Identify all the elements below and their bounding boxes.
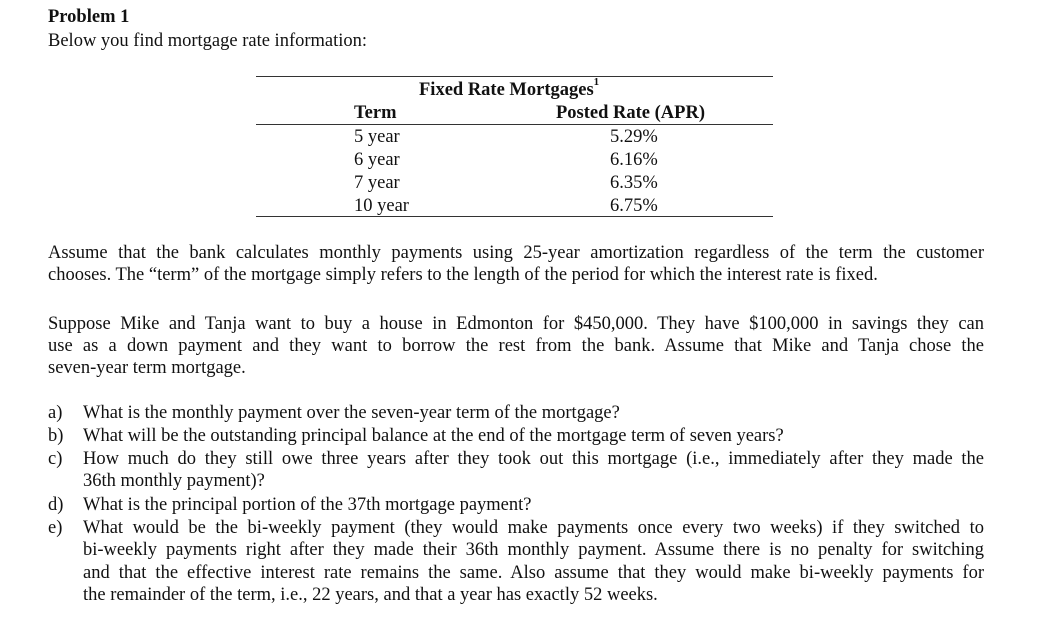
paragraph-line: Assume that the bank calculates monthly payments using 25-year amortization regardless of the term the customer <box>48 243 984 263</box>
question-marker: c) <box>48 449 63 469</box>
question-line: What will be the outstanding principal balance at the end of the mortgage term of seven years? <box>83 426 784 446</box>
table-top-rule <box>256 76 773 77</box>
question-line: bi-weekly payments right after they made their 36th monthly payment. Assume there is no penalty for switching <box>83 540 984 561</box>
table-cell-rate: 6.16% <box>610 150 658 170</box>
table-cell-term: 10 year <box>354 196 409 216</box>
question-line: What is the monthly payment over the seven-year term of the mortgage? <box>83 403 620 423</box>
question-line: What is the principal portion of the 37th mortgage payment? <box>83 495 532 515</box>
scenario-paragraph <box>48 313 984 379</box>
question-line: and that the effective interest rate remains the same. Also assume that they would make bi-weekly payments for <box>83 562 984 583</box>
table-caption <box>419 76 600 101</box>
table-caption-footnote: 1 <box>593 76 600 88</box>
question-line: What would be the bi-weekly payment (they would make payments once every two weeks) if they switched to <box>83 518 984 538</box>
question-line: 36th monthly payment)? <box>83 471 265 492</box>
table-cell-rate: 6.35% <box>610 173 658 193</box>
assumption-paragraph <box>48 242 984 286</box>
question-line: How much do they still owe three years after they took out this mortgage (i.e., immediately after they made the <box>83 449 984 469</box>
question-marker: a) <box>48 403 63 423</box>
problem-intro: Below you find mortgage rate information: <box>48 31 368 51</box>
column-header-rate: Posted Rate (APR) <box>556 103 705 123</box>
question-line: the remainder of the term, i.e., 22 years, and that a year has exactly 52 weeks. <box>83 585 658 606</box>
question-marker: d) <box>48 495 64 515</box>
table-bottom-rule <box>256 216 773 217</box>
table-cell-term: 7 year <box>354 173 400 193</box>
column-header-term: Term <box>354 103 397 123</box>
table-cell-rate: 6.75% <box>610 196 658 216</box>
paragraph-line: seven-year term mortgage. <box>48 358 246 378</box>
question-marker: b) <box>48 426 64 446</box>
table-caption-text: Fixed Rate Mortgages <box>419 80 594 100</box>
problem-title: Problem 1 <box>48 7 130 27</box>
paragraph-line: Suppose Mike and Tanja want to buy a house in Edmonton for $450,000. They have $100,000 in savings they can <box>48 314 984 334</box>
table-cell-term: 5 year <box>354 127 400 147</box>
table-cell-rate: 5.29% <box>610 127 658 147</box>
table-cell-term: 6 year <box>354 150 400 170</box>
table-header-rule <box>256 124 773 125</box>
paragraph-line: chooses. The “term” of the mortgage simply refers to the length of the period for which the interest rate is fixed. <box>48 265 878 285</box>
paragraph-line: use as a down payment and they want to borrow the rest from the bank. Assume that Mike and Tanja chose the <box>48 336 984 356</box>
question-marker: e) <box>48 518 63 538</box>
